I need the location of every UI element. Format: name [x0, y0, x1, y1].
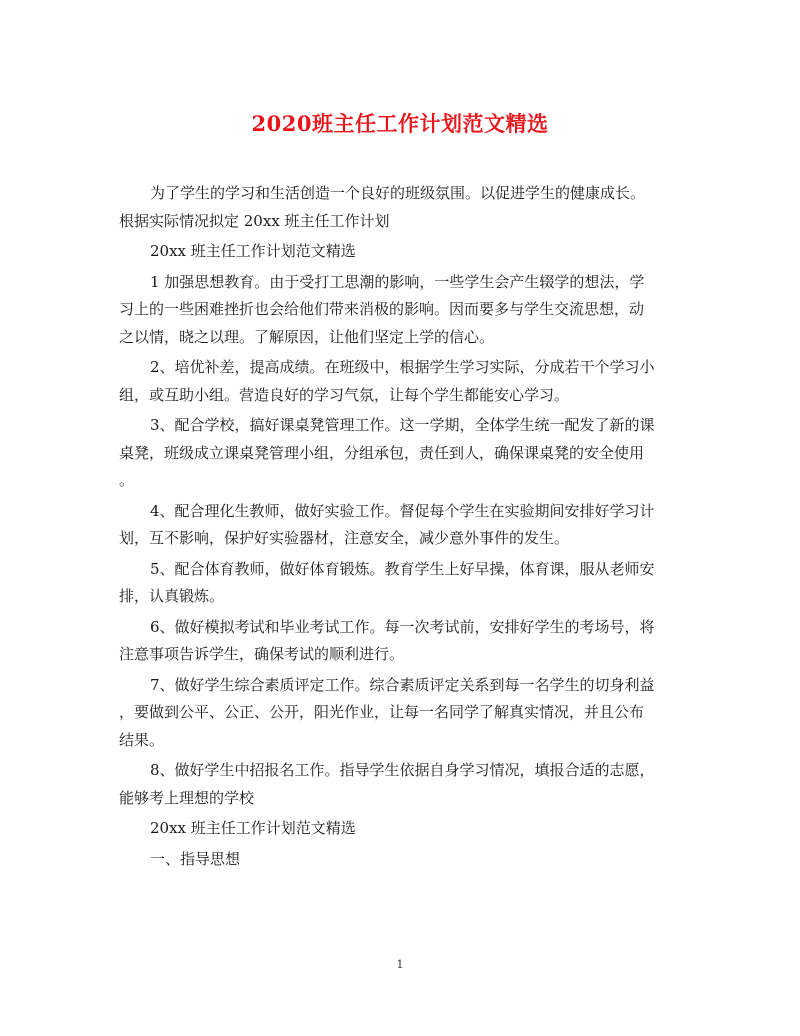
paragraph-line: 注意事项告诉学生，确保考试的顺利进行。	[119, 645, 405, 663]
document-body	[119, 180, 684, 876]
document-title: 2020班主任工作计划范文精选	[251, 111, 549, 136]
paragraph-line: 划，互不影响，保护好实验器材，注意安全，减少意外事件的发生。	[119, 529, 570, 547]
paragraph-line: 。	[119, 471, 135, 489]
paragraph-heading	[119, 238, 684, 266]
paragraph-line: 为了学生的学习和生活创造一个良好的班级氛围。以促进学生的健康成长。	[150, 184, 646, 202]
paragraph-line: 根据实际情况拟定 20xx 班主任工作计划	[119, 211, 390, 230]
section-heading-guiding-thought	[119, 846, 684, 874]
paragraph-line: 桌凳，班级成立课桌凳管理小组，分组承包，责任到人，确保课桌凳的安全使用	[119, 443, 645, 462]
paragraph-line: 2、培优补差，提高成绩。在班级中，根据学生学习实际，分成若干个学习小	[150, 358, 655, 376]
paragraph-line: 一、指导思想	[150, 849, 241, 868]
paragraph-item-1	[119, 269, 684, 352]
paragraph-item-6	[119, 614, 684, 669]
paragraph-item-4	[119, 498, 684, 553]
paragraph-line: 结果。	[119, 730, 165, 749]
paragraph-line: 8、做好学生中招报名工作。指导学生依据自身学习情况，填报合适的志愿，	[150, 761, 655, 779]
paragraph-line: 7、做好学生综合素质评定工作。综合素质评定关系到每一名学生的切身利益	[150, 675, 655, 694]
paragraph-item-8	[119, 757, 684, 812]
paragraph-line: 3、配合学校，搞好课桌凳管理工作。这一学期，全体学生统一配发了新的课	[150, 416, 655, 434]
paragraph-line: 习上的一些困难挫折也会给他们带来消极的影响。因而要多与学生交流思想，动	[119, 300, 645, 318]
paragraph-line: 能够考上理想的学校	[119, 788, 255, 807]
paragraph-line: 5、配合体育教师，做好体育锻炼。教育学生上好早操，体育课，服从老师安	[150, 559, 655, 578]
paragraph-line: ，要做到公平、公正、公开，阳光作业，让每一名同学了解真实情况，并且公布	[119, 703, 645, 721]
paragraph-intro	[119, 180, 684, 235]
paragraph-line: 4、配合理化生教师，做好实验工作。督促每个学生在实验期间安排好学习计	[150, 501, 655, 520]
paragraph-line: 排，认真锻炼。	[119, 587, 225, 605]
paragraph-item-2	[119, 354, 684, 409]
paragraph-line: 1 加强思想教育。由于受打工思潮的影响，一些学生会产生辍学的想法，学	[150, 272, 645, 291]
paragraph-item-3	[119, 412, 684, 495]
paragraph-item-7	[119, 672, 684, 755]
paragraph-line: 20xx 班主任工作计划范文精选	[150, 242, 356, 260]
paragraph-item-5	[119, 556, 684, 611]
paragraph-heading-2	[119, 815, 684, 843]
page-number: 1	[396, 958, 404, 971]
paragraph-line: 6、做好模拟考试和毕业考试工作。每一次考试前，安排好学生的考场号，将	[150, 617, 655, 636]
paragraph-line: 组，或互助小组。营造良好的学习气氛，让每个学生都能安心学习。	[119, 385, 570, 404]
paragraph-line: 20xx 班主任工作计划范文精选	[150, 819, 356, 837]
paragraph-line: 之以情，晓之以理。了解原因，让他们坚定上学的信心。	[119, 327, 495, 346]
